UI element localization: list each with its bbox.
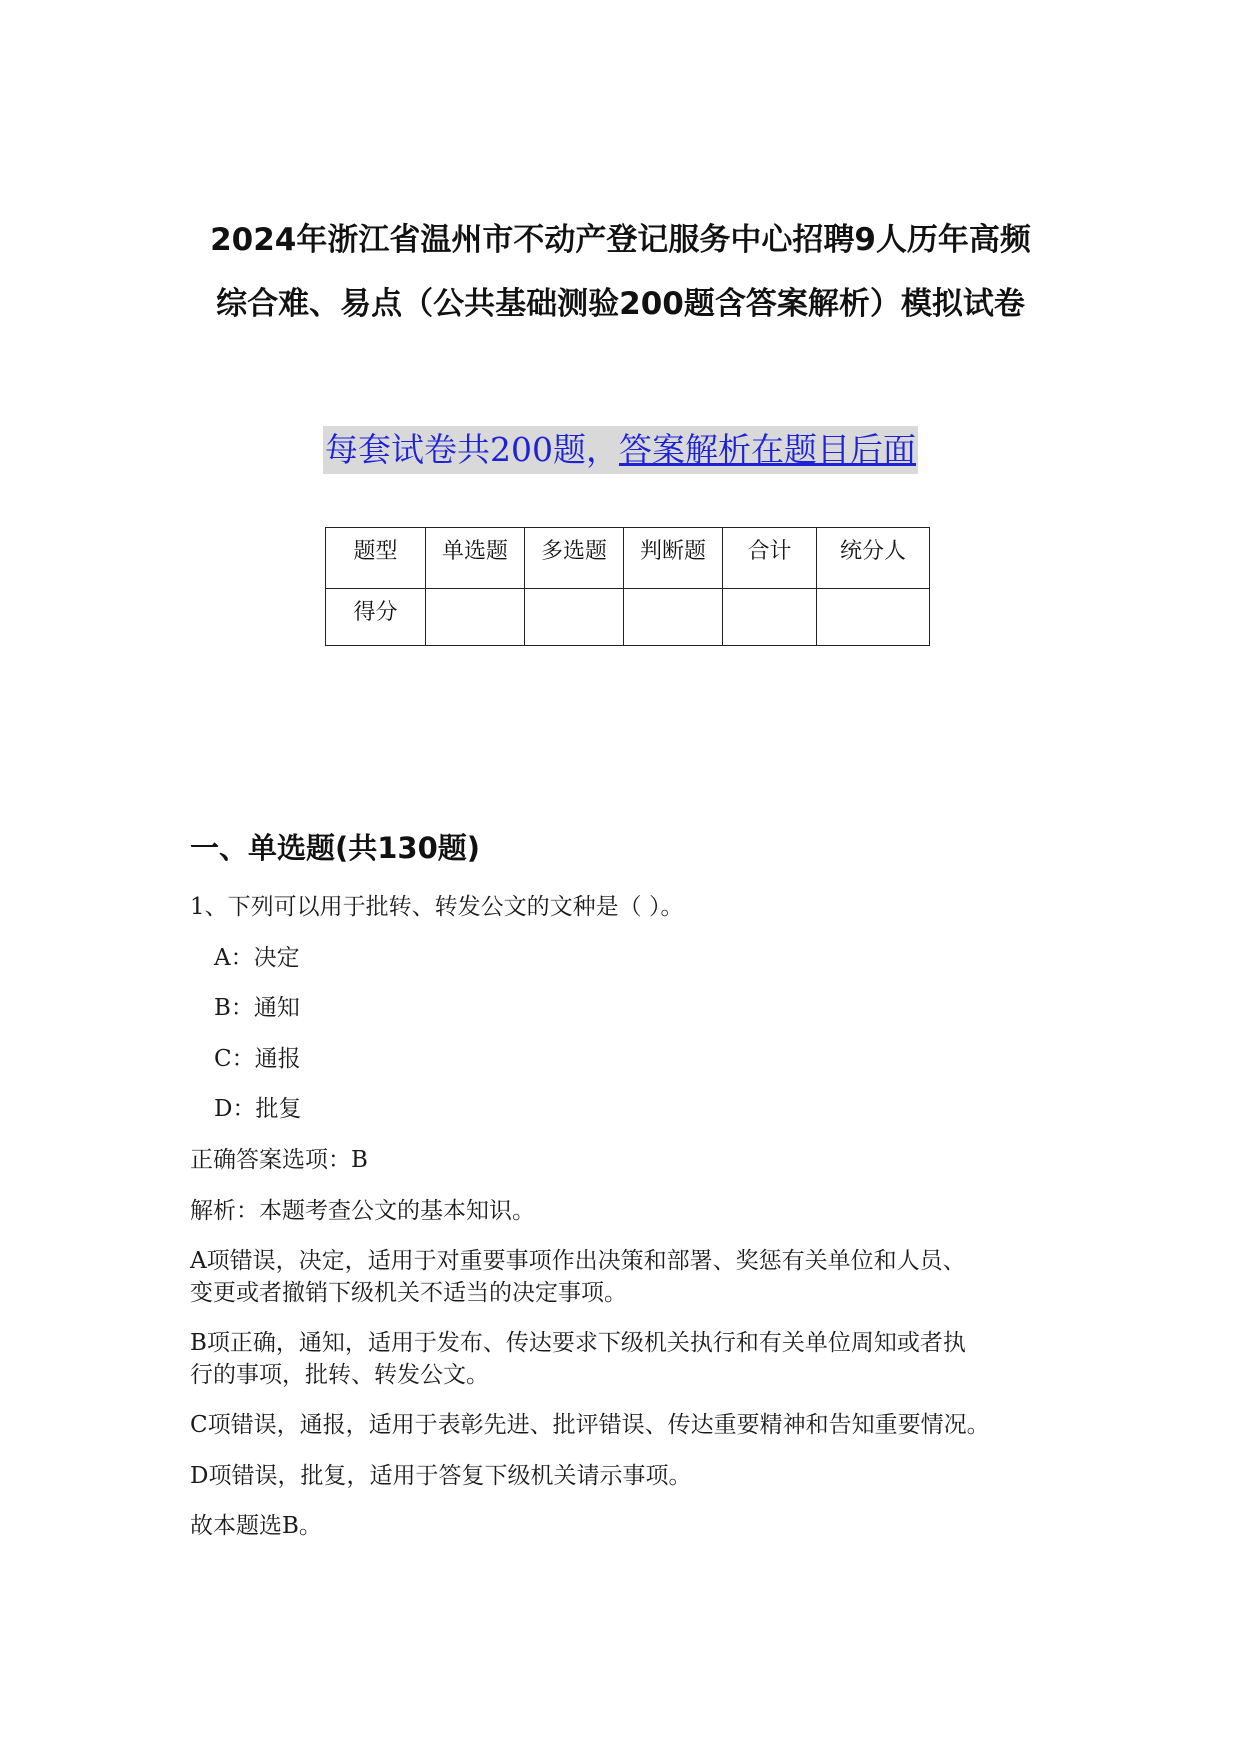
score-cell-total[interactable]	[723, 589, 817, 646]
score-cell-true-false[interactable]	[624, 589, 723, 646]
explanation-d: D项错误，批复，适用于答复下级机关请示事项。	[190, 1463, 692, 1489]
explanation-c: C项错误，通报，适用于表彰先进、批评错误、传达重要精神和告知重要情况。	[190, 1412, 990, 1438]
score-cell-multiple-choice[interactable]	[525, 589, 624, 646]
explanation-b-line-2: 行的事项，批转、转发公文。	[190, 1362, 489, 1388]
score-cell-scorer[interactable]	[817, 589, 930, 646]
option-b: B：通知	[214, 995, 300, 1021]
option-d: D：批复	[214, 1096, 302, 1122]
title-line-1: 2024年浙江省温州市不动产登记服务中心招聘9人历年高频	[210, 222, 1031, 258]
subtitle-text: 每套试卷共200题，	[325, 430, 619, 469]
score-table	[325, 527, 930, 646]
answer-location-link[interactable]: 答案解析在题目后面	[619, 430, 916, 469]
analysis-intro: 解析：本题考查公文的基本知识。	[190, 1198, 535, 1224]
section-title: 一、单选题(共130题)	[190, 831, 481, 865]
header-cell-single-choice: 单选题	[426, 528, 525, 589]
explanation-a-line-2: 变更或者撤销下级机关不适当的决定事项。	[190, 1280, 627, 1306]
score-cell-single-choice[interactable]	[426, 589, 525, 646]
header-cell-scorer: 统分人	[817, 528, 930, 589]
score-table-header-row	[326, 528, 930, 589]
header-cell-type: 题型	[326, 528, 426, 589]
option-c: C：通报	[214, 1046, 301, 1072]
row-label-score: 得分	[326, 589, 426, 646]
explanation-b-line-1: B项正确，通知，适用于发布、传达要求下级机关执行和有关单位周知或者执	[190, 1330, 966, 1356]
subtitle	[323, 426, 918, 474]
header-cell-multiple-choice: 多选题	[525, 528, 624, 589]
explanation-a-line-1: A项错误，决定，适用于对重要事项作出决策和部署、奖惩有关单位和人员、	[190, 1248, 966, 1274]
document-title	[150, 208, 1091, 336]
question-stem: 1、下列可以用于批转、转发公文的文种是（ ）。	[190, 894, 684, 920]
title-line-2: 综合难、易点（公共基础测验200题含答案解析）模拟试卷	[216, 286, 1025, 322]
subtitle-banner	[0, 426, 1241, 474]
header-cell-true-false: 判断题	[624, 528, 723, 589]
conclusion: 故本题选B。	[190, 1513, 322, 1539]
header-cell-total: 合计	[723, 528, 817, 589]
option-a: A：决定	[214, 945, 300, 971]
score-table-score-row	[326, 589, 930, 646]
correct-answer: 正确答案选项：B	[190, 1147, 368, 1173]
